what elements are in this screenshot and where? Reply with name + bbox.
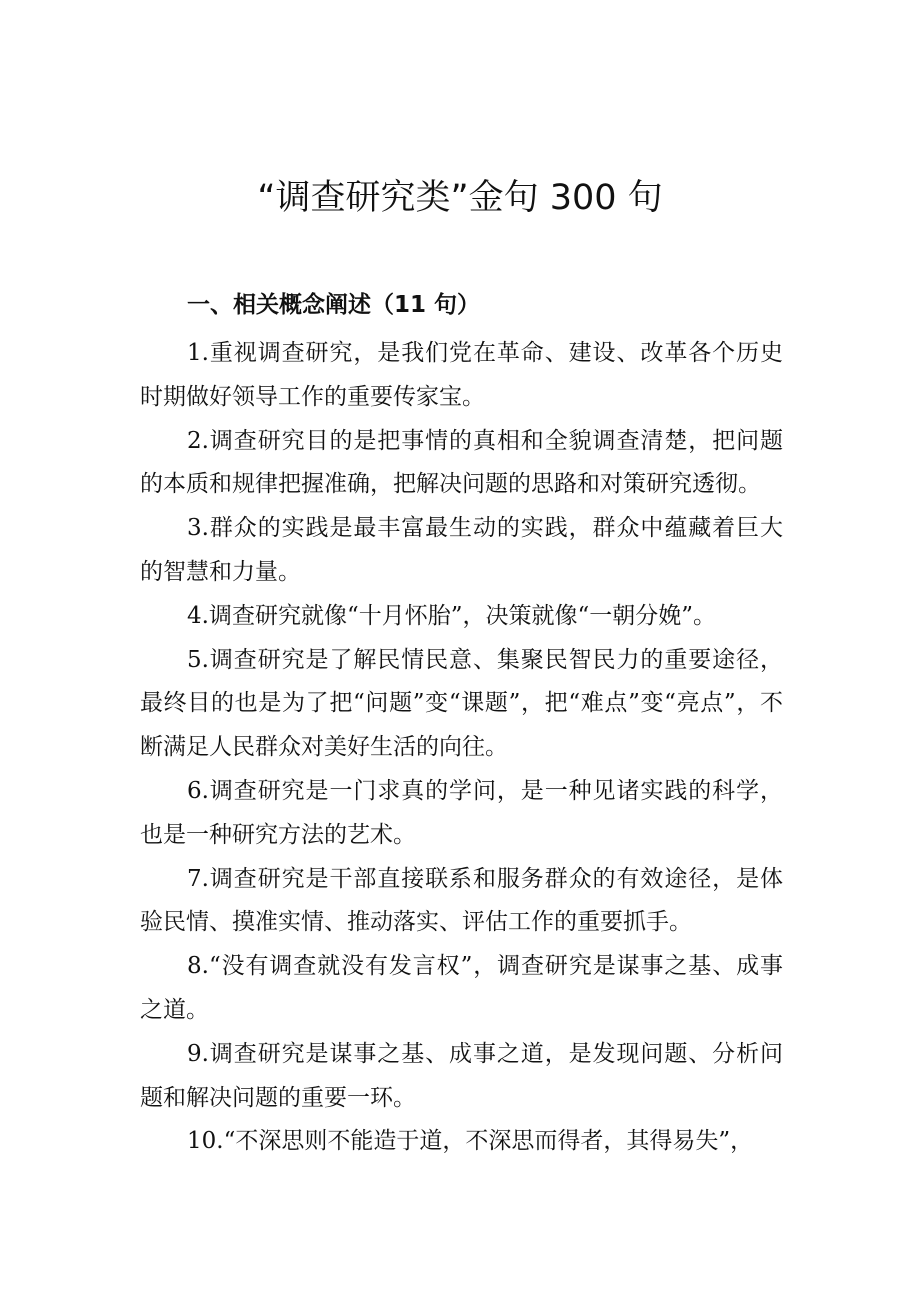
paragraph-4: 4.调查研究就像“十月怀胎”，决策就像“一朝分娩”。 <box>187 602 716 629</box>
paragraph-8: 8.“没有调查就没有发言权”，调查研究是谋事之基、成事之道。 <box>140 953 783 1023</box>
paragraph-9: 9.调查研究是谋事之基、成事之道，是发现问题、分析问题和解决问题的重要一环。 <box>140 1040 783 1111</box>
section-body <box>140 332 783 1164</box>
paragraph-6: 6.调查研究是一门求真的学问，是一种见诸实践的科学，也是一种研究方法的艺术。 <box>140 777 783 848</box>
document-title: “调查研究类”金句 300 句 <box>257 178 663 218</box>
paragraph-3: 3.群众的实践是最丰富最生动的实践，群众中蕴藏着巨大的智慧和力量。 <box>140 515 783 585</box>
paragraph-2: 2.调查研究目的是把事情的真相和全貌调查清楚，把问题的本质和规律把握准确，把解决问题的思路和对策研究透彻。 <box>140 427 783 498</box>
paragraph-10: 10.“不深思则不能造于道，不深思而得者，其得易失”， <box>187 1128 754 1155</box>
section-heading: 一、相关概念阐述（11 句） <box>187 292 481 318</box>
paragraph-5: 5.调查研究是了解民情民意、集聚民智民力的重要途径，最终目的也是为了把“问题”变“课题”，把“难点”变“亮点”，不断满足人民群众对美好生活的向往。 <box>140 646 783 761</box>
paragraph-1: 1.重视调查研究，是我们党在革命、建设、改革各个历史时期做好领导工作的重要传家宝。 <box>140 340 783 410</box>
paragraph-7: 7.调查研究是干部直接联系和服务群众的有效途径，是体验民情、摸准实情、推动落实、评估工作的重要抓手。 <box>140 865 783 936</box>
